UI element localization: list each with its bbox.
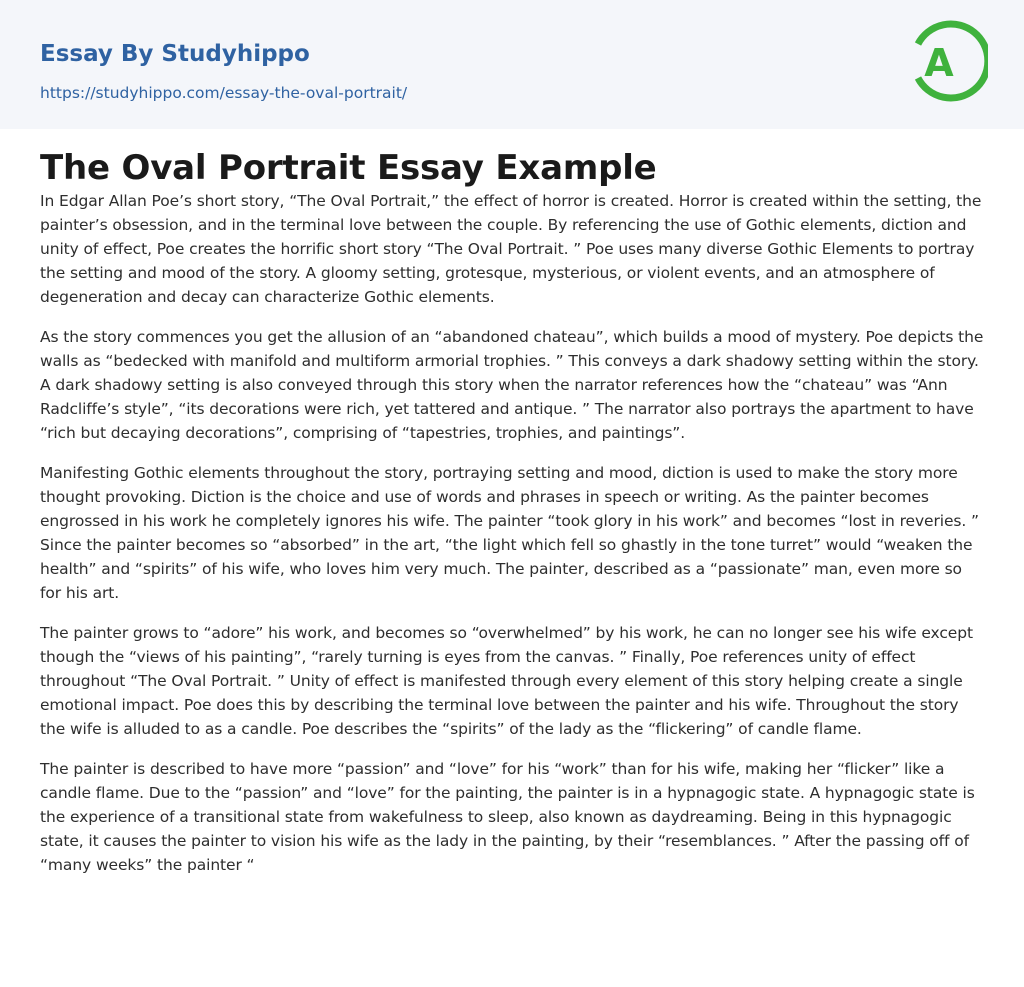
essay-url-link[interactable]: https://studyhippo.com/essay-the-oval-portrait/ (40, 84, 408, 102)
paragraph-2: As the story commences you get the allusion of an “abandoned chateau”, which builds a mood of mystery. Poe depicts the walls as “bedecked with manifold and multiform armorial trophies. ” This conveys a dark shadowy setting within the story. A dark shadowy setting is also conveyed through this story when the narrator references how the “chateau” was “Ann Radcliffe’s style”, “its decorations were rich, yet tattered and antique. ” The narrator also portrays the apartment to have “rich but decaying decorations”, comprising of “tapestries, trophies, and paintings”. (40, 328, 984, 442)
paragraph-5: The painter is described to have more “passion” and “love” for his “work” than for his wife, making her “flicker” like a candle flame. Due to the “passion” and “love” for the painting, the painter is in a hypnagogic state. A hypnagogic state is the experience of a transitional state from wakefulness to sleep, also known as daydreaming. Being in this hypnagogic state, it causes the painter to vision his wife as the lady in the painting, by their “resemblances. ” After the passing off of “many weeks” the painter “ (40, 760, 975, 874)
site-header (0, 0, 1024, 129)
paragraph-4: The painter grows to “adore” his work, and becomes so “overwhelmed” by his work, he can no longer see his wife except though the “views of his painting”, “rarely turning is eyes from the canvas. ” Finally, Poe references unity of effect throughout “The Oval Portrait. ” Unity of effect is manifested through every element of this story helping create a single emotional impact. Poe does this by describing the terminal love between the painter and his wife. Throughout the story the wife is alluded to as a candle. Poe describes the “spirits” of the lady as the “flickering” of candle flame. (40, 624, 973, 738)
letter-a-ring-logo[interactable] (910, 18, 988, 106)
paragraph-3: Manifesting Gothic elements throughout the story, portraying setting and mood, diction is used to make the story more thought provoking. Diction is the choice and use of words and phrases in speech or writing. As the painter becomes engrossed in his work he completely ignores his wife. The painter “took glory in his work” and becomes “lost in reveries. ” Since the painter becomes so “absorbed” in the art, “the light which fell so ghastly in the tone turret” would “weaken the health” and “spirits” of his wife, who loves him very much. The painter, described as a “passionate” man, even more so for his art. (40, 464, 979, 602)
article (0, 129, 1024, 877)
site-brand[interactable]: Essay By Studyhippo (40, 41, 310, 67)
page-title: The Oval Portrait Essay Example (40, 148, 657, 188)
logo-letter: A (924, 41, 954, 85)
logo-icon (910, 18, 988, 106)
paragraph-1: In Edgar Allan Poe’s short story, “The Oval Portrait,” the effect of horror is created. Horror is created within the setting, the painter’s obsession, and in the terminal love between the couple. By referencing the use of Gothic elements, diction and unity of effect, Poe creates the horrific short story “The Oval Portrait. ” Poe uses many diverse Gothic Elements to portray the setting and mood of the story. A gloomy setting, grotesque, mysterious, or violent events, and an atmosphere of degeneration and decay can characterize Gothic elements. (40, 192, 982, 306)
